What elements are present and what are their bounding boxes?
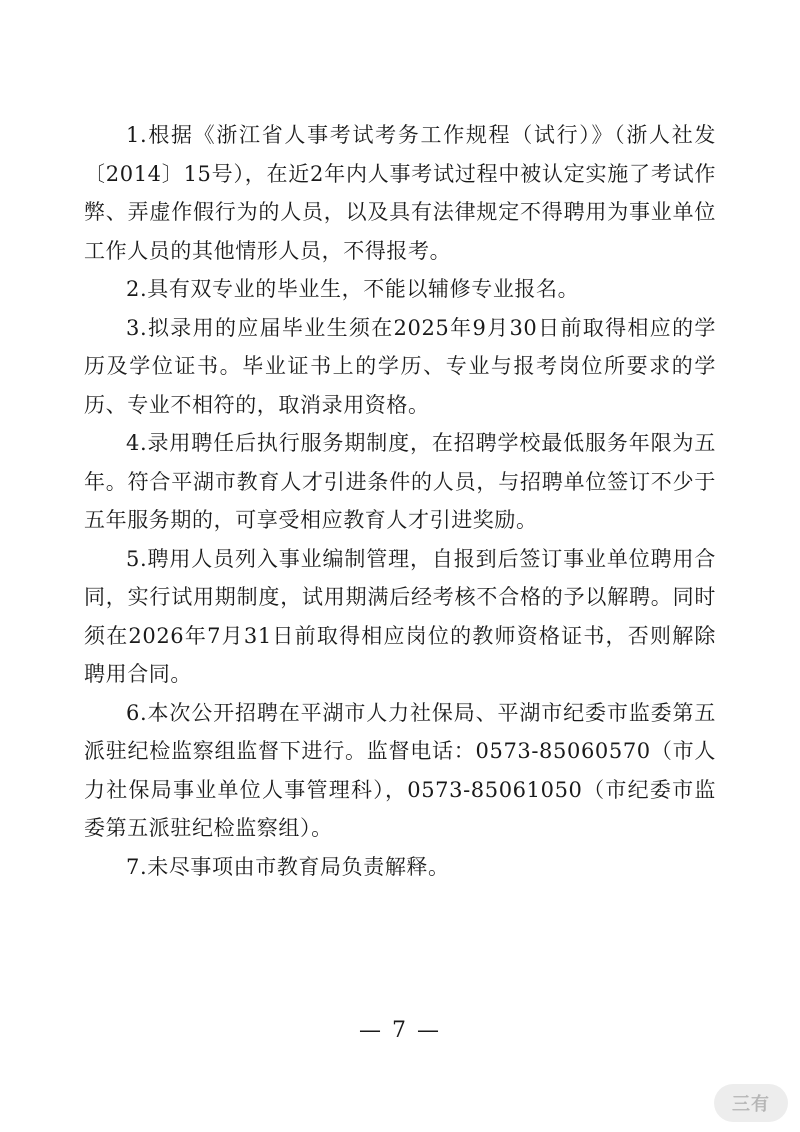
paragraph-3: 3.拟录用的应届毕业生须在2025年9月30日前取得相应的学历及学位证书。毕业证书上的学历、专业与报考岗位所要求的学历、专业不相符的，取消录用资格。 [84, 315, 716, 417]
paragraph-2: 2.具有双专业的毕业生，不能以辅修专业报名。 [126, 277, 580, 301]
page-number: — 7 — [359, 1018, 441, 1043]
document-body [84, 116, 716, 886]
paragraph-6: 6.本次公开招聘在平湖市人力社保局、平湖市纪委市监委第五派驻纪检监察组监督下进行。监督电话：0573-85060570（市人力社保局事业单位人事管理科），0573-85061050（市纪委市监委第五派驻纪检监察组）。 [84, 700, 716, 840]
watermark-badge: 三有 [714, 1084, 788, 1122]
paragraph-1: 1.根据《浙江省人事考试考务工作规程（试行）》（浙人社发〔2014〕15号），在近2年内人事考试过程中被认定实施了考试作弊、弄虚作假行为的人员，以及具有法律规定不得聘用为事业单位工作人员的其他情形人员，不得报考。 [84, 123, 716, 263]
paragraph-7: 7.未尽事项由市教育局负责解释。 [126, 854, 450, 879]
paragraph-5: 5.聘用人员列入事业编制管理，自报到后签订事业单位聘用合同，实行试用期制度，试用期满后经考核不合格的予以解聘。同时须在2026年7月31日前取得相应岗位的教师资格证书，否则解除聘用合同。 [84, 546, 716, 686]
paragraph-4: 4.录用聘任后执行服务期制度，在招聘学校最低服务年限为五年。符合平湖市教育人才引进条件的人员，与招聘单位签订不少于五年服务期的，可享受相应教育人才引进奖励。 [84, 431, 716, 532]
